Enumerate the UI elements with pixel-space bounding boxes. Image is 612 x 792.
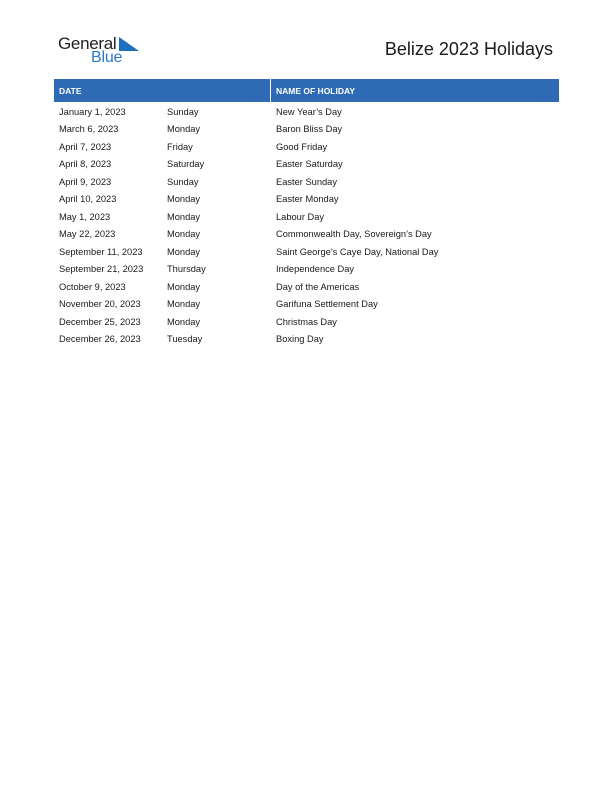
holiday-date: November 20, 2023 <box>59 299 141 310</box>
holiday-name: Baron Bliss Day <box>276 124 343 135</box>
table-row <box>54 103 559 121</box>
holiday-date: December 26, 2023 <box>59 334 141 345</box>
holiday-date: April 9, 2023 <box>59 176 112 187</box>
holiday-name: Good Friday <box>276 141 328 152</box>
table-row <box>54 261 559 279</box>
holiday-weekday: Monday <box>167 246 201 257</box>
holiday-weekday: Monday <box>167 124 201 135</box>
holiday-date: April 8, 2023 <box>59 159 112 170</box>
holiday-weekday: Sunday <box>167 176 199 187</box>
table-row <box>54 208 559 226</box>
holiday-weekday: Monday <box>167 229 201 240</box>
header-date: DATE <box>59 85 82 96</box>
holiday-name: Boxing Day <box>276 334 324 345</box>
logo-word-general: General <box>58 34 117 53</box>
holiday-date: September 21, 2023 <box>59 264 144 275</box>
holiday-date: January 1, 2023 <box>59 106 126 117</box>
table-row <box>54 156 559 174</box>
holiday-date: December 25, 2023 <box>59 316 141 327</box>
holiday-weekday: Monday <box>167 281 201 292</box>
generalblue-logo <box>58 34 148 68</box>
holiday-weekday: Monday <box>167 316 201 327</box>
page-title: Belize 2023 Holidays <box>384 39 553 59</box>
table-body <box>54 103 559 348</box>
holiday-name: Commonwealth Day, Sovereign’s Day <box>276 229 432 240</box>
holiday-date: May 22, 2023 <box>59 229 116 240</box>
table-row <box>54 191 559 209</box>
holiday-name: Easter Saturday <box>276 159 343 170</box>
holiday-name: Labour Day <box>276 211 325 222</box>
table-row <box>54 313 559 331</box>
holiday-name: Saint George’s Caye Day, National Day <box>276 246 439 257</box>
holiday-weekday: Monday <box>167 194 201 205</box>
table-header <box>54 79 559 102</box>
holiday-date: September 11, 2023 <box>59 246 143 257</box>
table-row <box>54 173 559 191</box>
holiday-weekday: Friday <box>167 141 193 152</box>
table-row <box>54 278 559 296</box>
table-row <box>54 138 559 156</box>
holiday-date: October 9, 2023 <box>59 281 126 292</box>
holiday-weekday: Saturday <box>167 159 205 170</box>
holiday-weekday: Thursday <box>167 264 206 275</box>
table-row <box>54 226 559 244</box>
holiday-date: March 6, 2023 <box>59 124 119 135</box>
holiday-name: Easter Sunday <box>276 176 337 187</box>
table-row <box>54 331 559 349</box>
holiday-name: Christmas Day <box>276 316 337 327</box>
holiday-name: Easter Monday <box>276 194 339 205</box>
header-holiday-name: NAME OF HOLIDAY <box>276 85 356 96</box>
logo-word-blue: Blue <box>91 49 123 66</box>
holiday-name: Garifuna Settlement Day <box>276 299 378 310</box>
holiday-name: Day of the Americas <box>276 281 360 292</box>
holiday-date: April 10, 2023 <box>59 194 117 205</box>
holiday-date: May 1, 2023 <box>59 211 111 222</box>
holiday-weekday: Monday <box>167 299 201 310</box>
table-row <box>54 296 559 314</box>
holiday-name: Independence Day <box>276 264 355 275</box>
holiday-weekday: Tuesday <box>167 334 203 345</box>
table-row <box>54 243 559 261</box>
table-row <box>54 121 559 139</box>
holidays-table <box>54 79 559 348</box>
holiday-name: New Year’s Day <box>276 106 342 117</box>
holiday-weekday: Sunday <box>167 106 199 117</box>
holiday-date: April 7, 2023 <box>59 141 112 152</box>
holiday-weekday: Monday <box>167 211 201 222</box>
